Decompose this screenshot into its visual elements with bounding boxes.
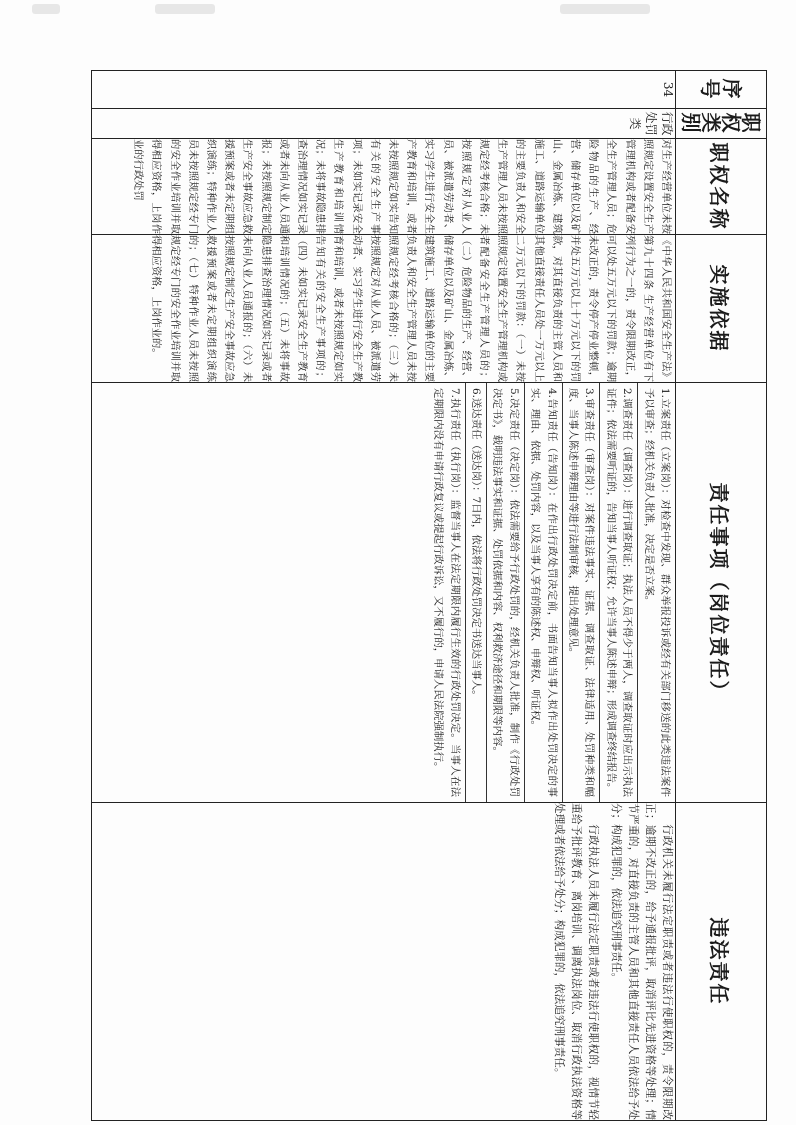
header-liability: 违法责任 <box>676 803 767 1121</box>
duty-step-notify: 4.告知责任（告知岗）：在作出行政处罚决定前，书面告知当事人拟作出处罚决定的事实、理由、依据、处罚内容，以及当事人享有的陈述权、申辩权、听证权。 <box>524 383 562 802</box>
cell-liability <box>92 803 676 1121</box>
duty-step-file: 1.立案责任（立案岗）：对检查中发现、群众举报投诉或经有关部门移送的此类违法案件予以审查；经机关负责人批准，决定是否立案。 <box>637 383 675 802</box>
duty-step-decide: 5.决定责任（决定岗）：依法需要给予行政处罚的，经机关负责人批准，制作《行政处罚决定书》，载明违法事实和证据、处罚依据和内容、权利救济途径和期限等内容。 <box>486 383 524 802</box>
liability-officer: 行政执法人员未履行法定职责或者违法行使职权的，视情节轻重给予批评教育、离岗培训、调离执法岗位、取消行政执法资格等处理或者依法给予处分；构成犯罪的，依法追究刑事责任。 <box>553 803 599 1120</box>
header-duties: 责任事项（岗位责任） <box>676 383 767 803</box>
table-row <box>92 71 676 1121</box>
scan-edge-mark <box>155 4 215 14</box>
header-type: 职权类别 <box>676 109 767 139</box>
table-header-row <box>676 71 767 1121</box>
power-list-table <box>91 70 767 1121</box>
header-seq: 序号 <box>676 71 767 109</box>
header-basis: 实施依据 <box>676 235 767 383</box>
cell-type: 行政处罚类 <box>92 109 676 139</box>
cell-basis: 《中华人民共和国安全生产法》第九十四条 生产经营单位有下列行为之一的，责令限期改正，可以处五万元以下的罚款；逾期未改正的，责令停产停业整顿，并处五万元以上十万元以下的罚款，对其直接负责的主管人员和其他直接责任人员处一万元以上二万元以下的罚款：（一）未按照规定设置安全生产管理机构或者配备安全生产管理人员的；（二）危险物品的生产、经营、储存单位以及矿山、金属冶炼、建筑施工、道路运输单位的主要负责人和安全生产管理人员未按照规定经考核合格的；（三）未按照规定对从业人员、被派遣劳动者、实习学生进行安全生产教育和培训，或者未按照规定如实告知有关的安全生产事项的；（四）未如实记录安全生产教育和培训情况的；（五）未将事故隐患排查治理情况如实记录或者未向从业人员通报的；（六）未按照规定制定生产安全事故应急救援预案或者未定期组织演练的；（七）特种作业人员未按照规定经专门的安全作业培训并取得相应资格，上岗作业的。 <box>92 235 676 383</box>
rotated-table-wrapper <box>91 70 767 1120</box>
cell-name: 对生产经营单位未按照规定设置安全生产管理机构或者配备安全生产管理人员；危险物品的生产、经营、储存单位以及矿山、金属冶炼、建筑施工、道路运输单位的主要负责人和安全生产管理人员未按照规定经考核合格；未按照规定对从业人员、被派遣劳动者、实习学生进行安全生产教育和培训，或者未按照规定如实告知有关的安全生产事项；未如实记录安全生产教育和培训情况；未将事故隐患排查治理情况如实记录或者未向从业人员通报；未按照规定制定生产安全事故应急救援预案或者未定期组织演练；特种作业人员未按照规定经专门的安全作业培训并取得相应资格，上岗作业的行政处罚 <box>92 139 676 235</box>
header-name: 职权名称 <box>676 139 767 235</box>
cell-seq: 34 <box>92 71 676 109</box>
liability-agency: 行政机关未履行法定职责或者违法行使职权的，责令限期改正；逾期不改正的，给予通报批评，取消评比先进资格等处理；情节严重的，对直接负责的主管人员和其他直接责任人员依法给予处分；构成犯罪的，依法追究刑事责任。 <box>610 803 673 1120</box>
duty-step-investigate: 2.调查责任（调查岗）：进行调查取证；执法人员不得少于两人，调查取证时应出示执法证件；依法需要听证的，告知当事人听证权；允许当事人陈述申辩；形成调查终结报告。 <box>599 383 637 802</box>
duty-step-execute: 7.执行责任（执行岗）：监督当事人在法定期限内履行生效的行政处罚决定。当事人在法定期限内没有申请行政复议或提起行政诉讼，又不履行的，申请人民法院强制执行。 <box>432 388 461 797</box>
scan-edge-mark <box>32 4 60 14</box>
duty-step-review: 3.审查责任（审查岗）：对案件违法事实、证据、调查取证、法律适用、处罚种类和幅度、当事人陈述申辩理由等进行法制审核，提出处理意见。 <box>562 383 600 802</box>
scan-edge-mark <box>560 4 650 14</box>
cell-duties <box>92 383 676 803</box>
duty-step-deliver: 6.送达责任（送达岗）：7日内，依法将行政处罚决定书送达当事人。 <box>465 383 486 802</box>
